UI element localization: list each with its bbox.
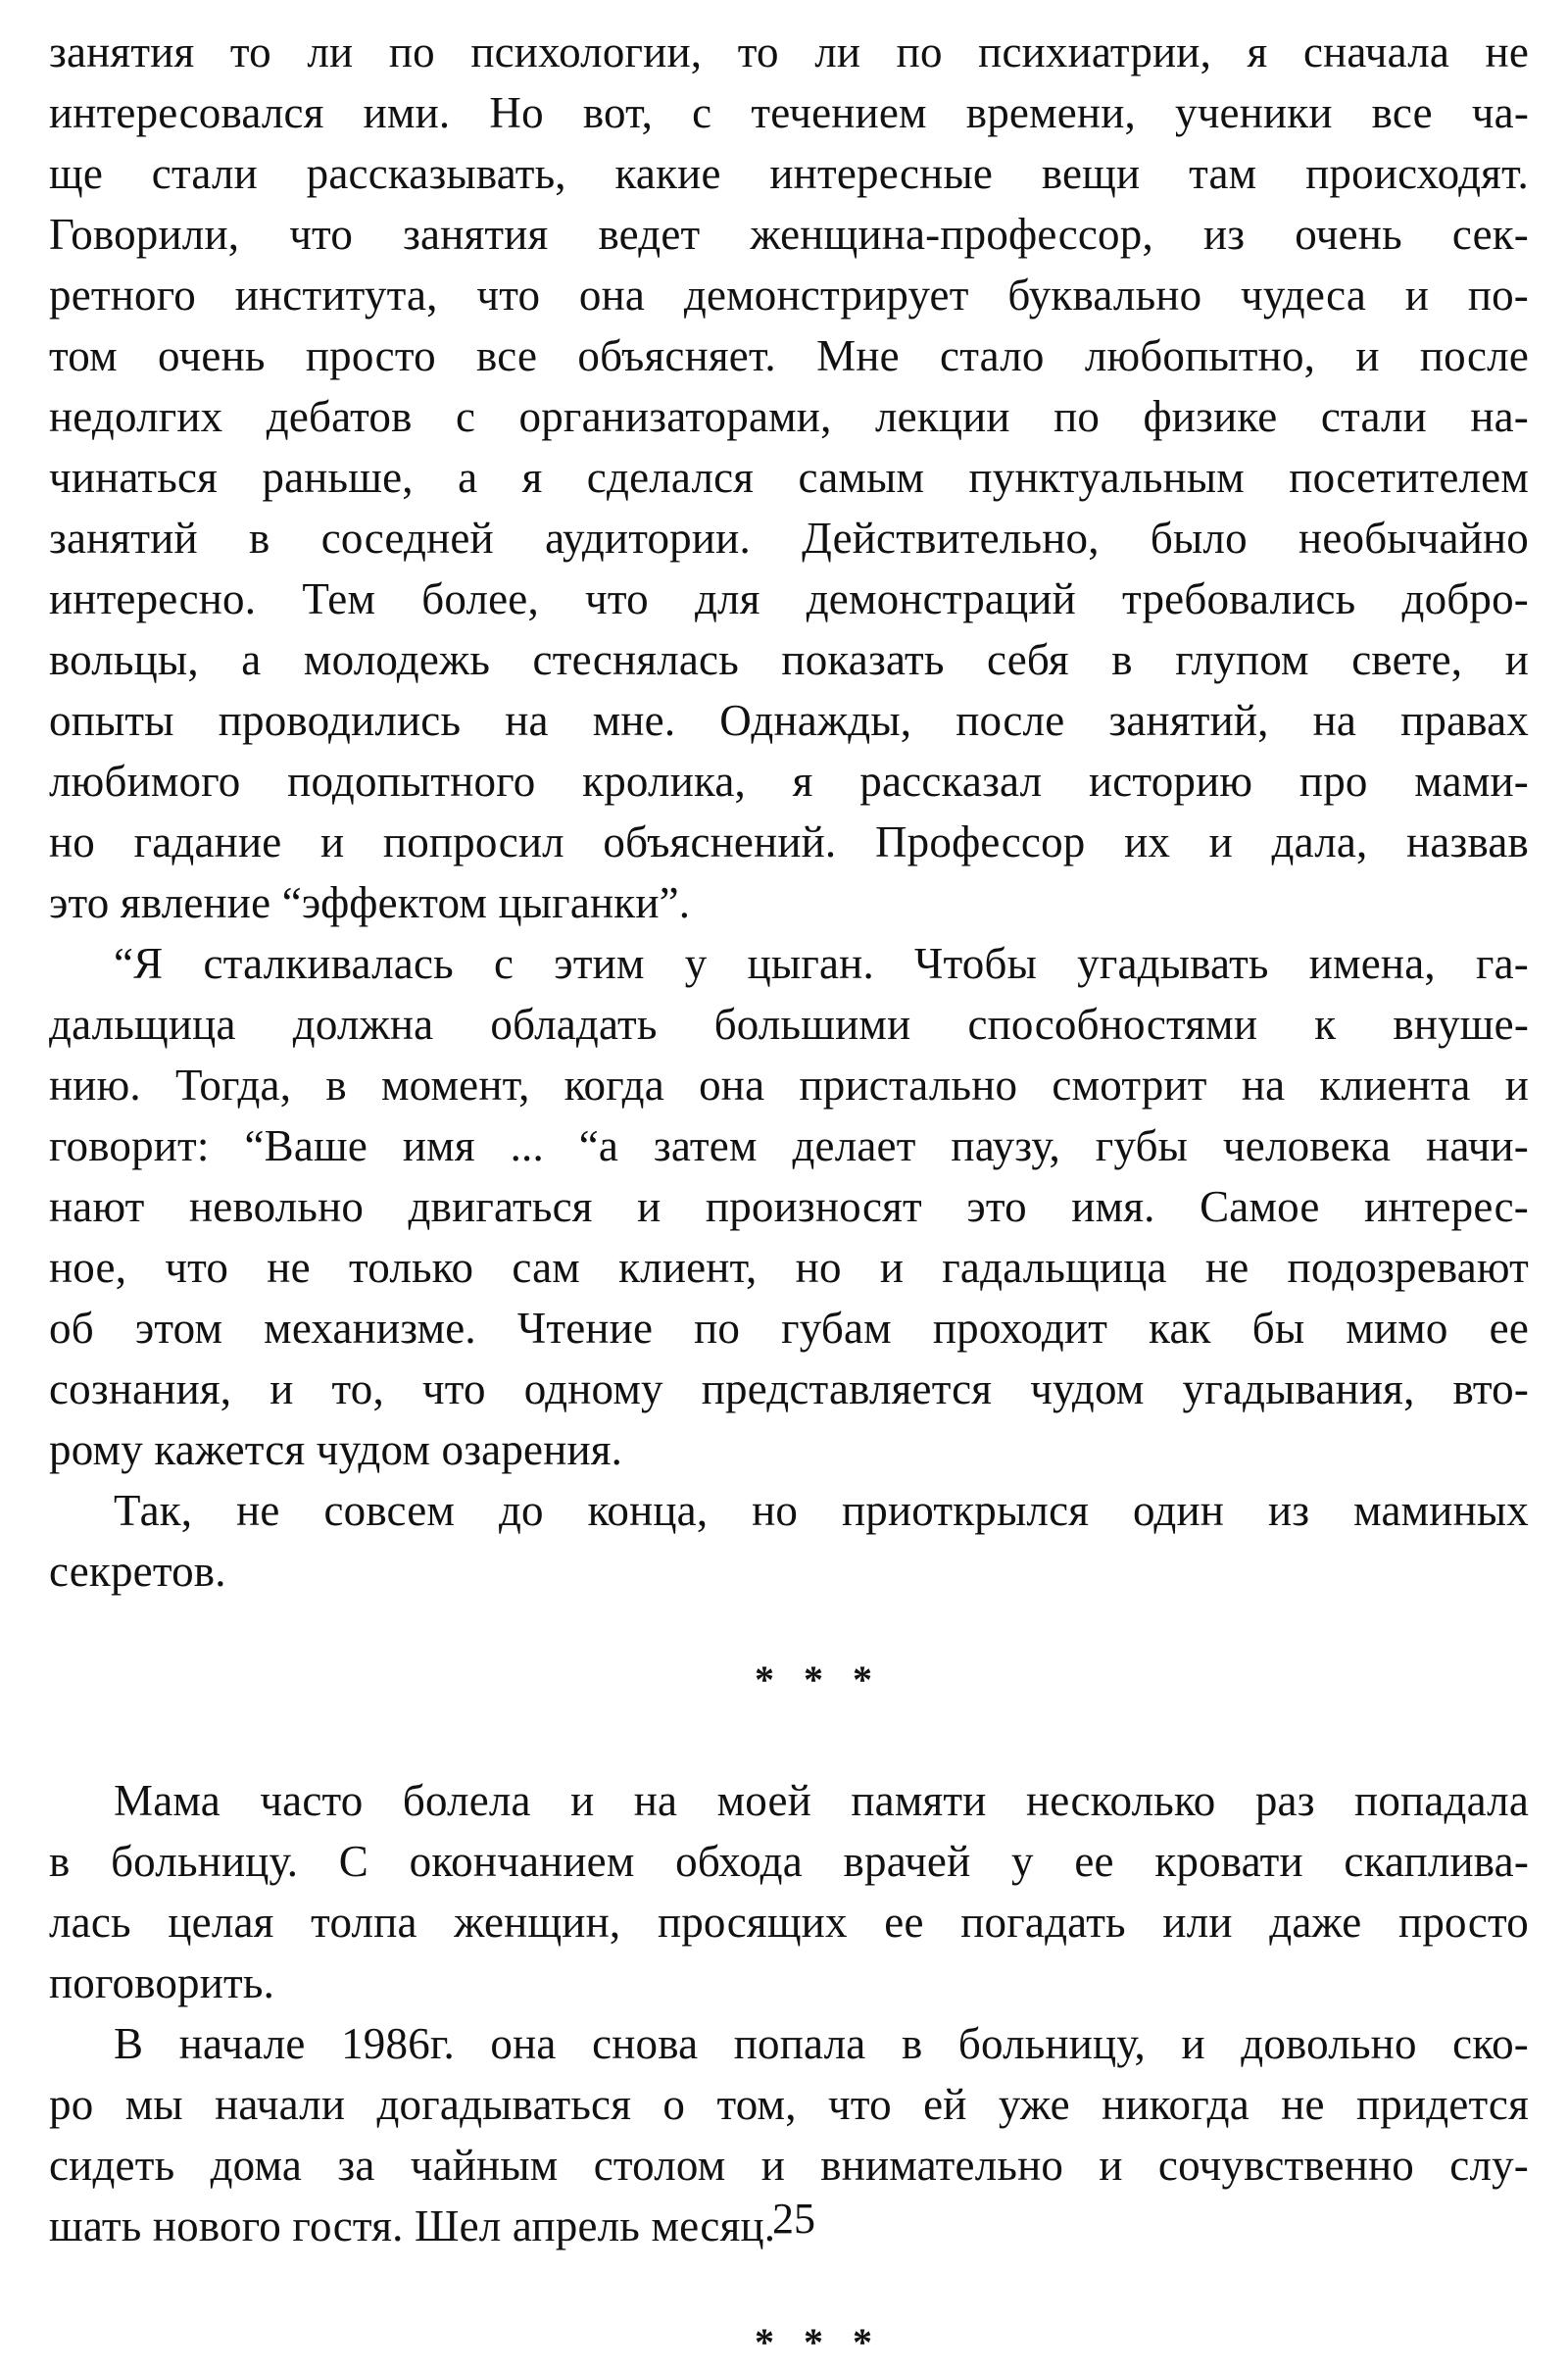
text-line: опыты проводились на мне. Однажды, после занятий, на правах (49, 696, 1529, 745)
text-line: В начале 1986г. она снова попала в больницу, и довольно ско- (114, 2019, 1529, 2068)
text-line: “Я сталкивалась с этим у цыган. Чтобы угадывать имена, га- (114, 939, 1529, 988)
text-line: шать нового гостя. Шел апрель месяц. (49, 2201, 776, 2250)
text-line: недолгих дебатов с организаторами, лекции по физике стали на- (49, 392, 1529, 441)
text-line: нают невольно двигаться и произносят это имя. Самое интерес- (49, 1182, 1529, 1231)
text-line: говорит: “Ваше имя ... “а затем делает паузу, губы человека начи- (49, 1121, 1529, 1170)
text-line: секретов. (49, 1547, 226, 1596)
page-number: 25 (772, 2195, 815, 2243)
text-line: в больницу. С окончанием обхода врачей у ее кровати скаплива- (49, 1837, 1529, 1886)
text-line: занятия то ли по психологии, то ли по психиатрии, я сначала не (49, 27, 1529, 76)
text-line: сознания, и то, что одному представляется чудом угадывания, вто- (49, 1364, 1529, 1413)
text-block-2 (49, 1770, 1529, 2256)
text-line: ретного института, что она демонстрирует буквально чудеса и по- (49, 271, 1529, 320)
section-separator: * * * (755, 1657, 882, 1702)
text-line: дальщица должна обладать большими способностями к внуше- (49, 1000, 1529, 1049)
text-line: об этом механизме. Чтение по губам проходит как бы мимо ее (49, 1304, 1529, 1353)
text-line: Мама часто болела и на моей памяти несколько раз попадала (114, 1776, 1529, 1825)
text-line: любимого подопытного кролика, я рассказал историю про мами- (49, 757, 1529, 806)
text-line: это явление “эффектом цыганки”. (49, 878, 691, 927)
text-line: вольцы, а молодежь стеснялась показать себя в глупом свете, и (49, 635, 1529, 684)
paragraph (49, 933, 1529, 1480)
text-line: лась целая толпа женщин, просящих ее погадать или даже просто (49, 1898, 1529, 1947)
text-line: рому кажется чудом озарения. (49, 1425, 623, 1474)
page-body (49, 22, 1529, 2372)
paragraph (49, 1770, 1529, 2013)
text-line: занятий в соседней аудитории. Действительно, было необычайно (49, 514, 1529, 563)
text-line: ще стали рассказывать, какие интересные вещи там происходят. (49, 149, 1529, 198)
text-line: поговорить. (49, 1958, 275, 2007)
paragraph (49, 1480, 1529, 1602)
text-line: интересовался ими. Но вот, с течением времени, ученики все ча- (49, 88, 1529, 137)
text-line: интересно. Тем более, что для демонстраций требовались добро- (49, 574, 1529, 623)
text-line: Так, не совсем до конца, но приоткрылся один из маминых (114, 1486, 1529, 1535)
paragraph (49, 22, 1529, 933)
text-line: ро мы начали догадываться о том, что ей уже никогда не придется (49, 2080, 1529, 2129)
text-line: том очень просто все объясняет. Мне стало любопытно, и после (49, 331, 1529, 380)
text-line: сидеть дома за чайным столом и внимательно и сочувственно слу- (49, 2141, 1529, 2190)
text-line: нию. Тогда, в момент, когда она пристально смотрит на клиента и (49, 1061, 1529, 1110)
text-line: Говорили, что занятия ведет женщина-профессор, из очень сек- (49, 210, 1529, 259)
text-line: ное, что не только сам клиент, но и гадальщица не подозревают (49, 1243, 1529, 1292)
text-line: но гадание и попросил объяснений. Профессор их и дала, назвав (49, 817, 1529, 866)
text-block-1 (49, 22, 1529, 1602)
text-line: чинаться раньше, а я сделался самым пунктуальным посетителем (49, 453, 1529, 502)
section-separator: * * * (755, 2320, 882, 2364)
